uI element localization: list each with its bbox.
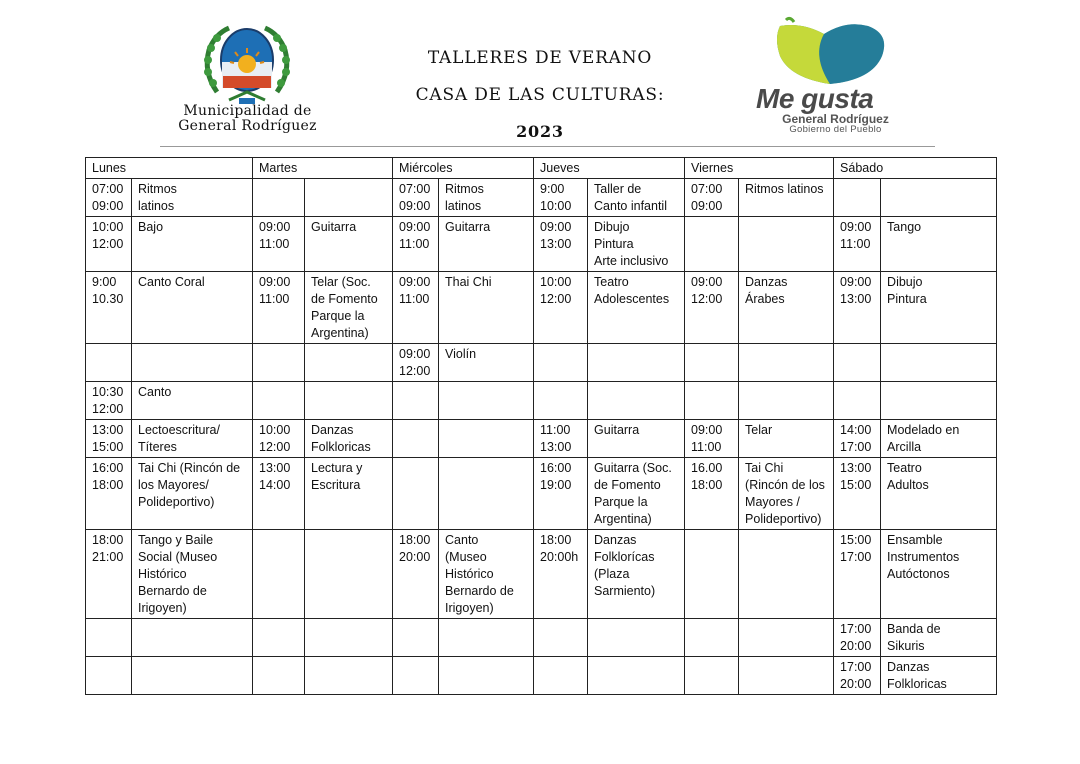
activity-cell — [739, 619, 834, 657]
time-cell — [685, 657, 739, 695]
time-cell: 10:00 12:00 — [534, 272, 588, 344]
schedule-row — [86, 272, 997, 344]
activity-cell — [881, 382, 997, 420]
schedule-row — [86, 179, 997, 217]
time-cell — [834, 179, 881, 217]
activity-cell: Telar (Soc. de Fomento Parque la Argentina) — [305, 272, 393, 344]
schedule-row — [86, 657, 997, 695]
activity-cell — [588, 382, 685, 420]
time-cell — [86, 657, 132, 695]
activity-cell — [739, 530, 834, 619]
heart-leaf-icon — [772, 16, 892, 86]
schedule-row — [86, 344, 997, 382]
time-cell — [834, 344, 881, 382]
brand-tagline: Gobierno del Pueblo — [789, 124, 882, 135]
activity-cell — [132, 344, 253, 382]
day-header-row — [86, 158, 997, 179]
activity-cell — [739, 217, 834, 272]
activity-cell — [881, 179, 997, 217]
activity-cell — [588, 619, 685, 657]
activity-cell — [439, 382, 534, 420]
schedule-header — [86, 158, 997, 179]
time-cell — [685, 217, 739, 272]
time-cell — [534, 619, 588, 657]
activity-cell: Bajo — [132, 217, 253, 272]
time-cell — [253, 344, 305, 382]
activity-cell: Lectoescritura/ Títeres — [132, 420, 253, 458]
time-cell: 13:00 14:00 — [253, 458, 305, 530]
time-cell — [834, 382, 881, 420]
time-cell: 07:00 09:00 — [393, 179, 439, 217]
time-cell: 16:00 19:00 — [534, 458, 588, 530]
activity-cell — [588, 657, 685, 695]
time-cell — [685, 382, 739, 420]
coat-of-arms-icon — [195, 20, 299, 106]
municipality-name — [160, 104, 335, 134]
time-cell: 9:00 10.30 — [86, 272, 132, 344]
time-cell: 16:00 18:00 — [86, 458, 132, 530]
day-header: Sábado — [834, 158, 997, 179]
activity-cell — [305, 657, 393, 695]
activity-cell — [588, 344, 685, 382]
activity-cell: Tai Chi (Rincón de los Mayores / Polideportivo) — [739, 458, 834, 530]
time-cell: 10:00 12:00 — [86, 217, 132, 272]
day-header: Miércoles — [393, 158, 534, 179]
activity-cell — [305, 619, 393, 657]
municipality-name-line2: General Rodríguez — [178, 118, 317, 134]
activity-cell — [439, 657, 534, 695]
time-cell: 14:00 17:00 — [834, 420, 881, 458]
activity-cell: Guitarra (Soc. de Fomento Parque la Argentina) — [588, 458, 685, 530]
schedule-body — [86, 179, 997, 695]
schedule-row — [86, 217, 997, 272]
time-cell — [253, 657, 305, 695]
time-cell — [253, 530, 305, 619]
activity-cell: Dibujo Pintura Arte inclusivo — [588, 217, 685, 272]
activity-cell — [305, 382, 393, 420]
time-cell — [86, 344, 132, 382]
day-header: Viernes — [685, 158, 834, 179]
activity-cell: Ritmos latinos — [739, 179, 834, 217]
time-cell: 09:00 13:00 — [534, 217, 588, 272]
schedule-row — [86, 530, 997, 619]
time-cell: 07:00 09:00 — [86, 179, 132, 217]
time-cell: 13:00 15:00 — [86, 420, 132, 458]
time-cell: 09:00 12:00 — [685, 272, 739, 344]
time-cell: 13:00 15:00 — [834, 458, 881, 530]
title-line2: CASA DE LAS CULTURAS: — [415, 85, 665, 105]
activity-cell — [439, 619, 534, 657]
time-cell: 09:00 11:00 — [253, 272, 305, 344]
time-cell: 17:00 20:00 — [834, 619, 881, 657]
time-cell: 07:00 09:00 — [685, 179, 739, 217]
activity-cell: Tango — [881, 217, 997, 272]
page-title — [350, 46, 730, 157]
activity-cell: Telar — [739, 420, 834, 458]
time-cell: 18:00 20:00 — [393, 530, 439, 619]
time-cell — [393, 619, 439, 657]
time-cell: 10:30 12:00 — [86, 382, 132, 420]
activity-cell — [439, 458, 534, 530]
activity-cell — [305, 530, 393, 619]
time-cell — [393, 458, 439, 530]
activity-cell — [305, 179, 393, 217]
day-header: Jueves — [534, 158, 685, 179]
activity-cell — [439, 420, 534, 458]
time-cell — [393, 420, 439, 458]
activity-cell: Canto — [132, 382, 253, 420]
time-cell: 10:00 12:00 — [253, 420, 305, 458]
activity-cell: Danzas Árabes — [739, 272, 834, 344]
time-cell — [534, 344, 588, 382]
time-cell: 09:00 11:00 — [393, 217, 439, 272]
activity-cell: Thai Chi — [439, 272, 534, 344]
time-cell — [534, 382, 588, 420]
activity-cell — [739, 382, 834, 420]
schedule-row — [86, 420, 997, 458]
time-cell: 17:00 20:00 — [834, 657, 881, 695]
day-header: Lunes — [86, 158, 253, 179]
time-cell — [393, 382, 439, 420]
time-cell — [685, 619, 739, 657]
time-cell — [86, 619, 132, 657]
title-line1: TALLERES DE VERANO — [427, 48, 653, 68]
time-cell: 09:00 11:00 — [685, 420, 739, 458]
activity-cell — [305, 344, 393, 382]
activity-cell: Canto (Museo Histórico Bernardo de Irigoyen) — [439, 530, 534, 619]
activity-cell: Guitarra — [439, 217, 534, 272]
schedule-row — [86, 619, 997, 657]
activity-cell: Danzas Folkloricas — [881, 657, 997, 695]
activity-cell: Lectura y Escritura — [305, 458, 393, 530]
activity-cell: Teatro Adolescentes — [588, 272, 685, 344]
schedule-row — [86, 458, 997, 530]
time-cell: 15:00 17:00 — [834, 530, 881, 619]
municipality-logo — [160, 20, 335, 140]
activity-cell: Teatro Adultos — [881, 458, 997, 530]
activity-cell: Danzas Folkloricas — [305, 420, 393, 458]
schedule-table — [85, 157, 997, 695]
activity-cell: Violín — [439, 344, 534, 382]
time-cell — [685, 344, 739, 382]
activity-cell — [881, 344, 997, 382]
time-cell: 09:00 11:00 — [253, 217, 305, 272]
activity-cell: Dibujo Pintura — [881, 272, 997, 344]
activity-cell — [739, 344, 834, 382]
activity-cell: Canto Coral — [132, 272, 253, 344]
schedule-row — [86, 382, 997, 420]
time-cell: 09:00 11:00 — [834, 217, 881, 272]
time-cell — [253, 179, 305, 217]
brand-slogan: Me gusta — [756, 83, 874, 114]
activity-cell: Ensamble Instrumentos Autóctonos — [881, 530, 997, 619]
time-cell: 9:00 10:00 — [534, 179, 588, 217]
time-cell: 11:00 13:00 — [534, 420, 588, 458]
time-cell — [393, 657, 439, 695]
municipality-name-line1: Municipalidad de — [183, 103, 312, 119]
time-cell — [685, 530, 739, 619]
time-cell: 18:00 20:00h — [534, 530, 588, 619]
brand-city: General Rodríguez — [782, 112, 889, 126]
activity-cell: Banda de Sikuris — [881, 619, 997, 657]
time-cell: 09:00 12:00 — [393, 344, 439, 382]
activity-cell: Modelado en Arcilla — [881, 420, 997, 458]
activity-cell: Ritmos latinos — [132, 179, 253, 217]
day-header: Martes — [253, 158, 393, 179]
activity-cell: Guitarra — [588, 420, 685, 458]
activity-cell: Tai Chi (Rincón de los Mayores/ Polideportivo) — [132, 458, 253, 530]
time-cell: 09:00 11:00 — [393, 272, 439, 344]
activity-cell: Taller de Canto infantil — [588, 179, 685, 217]
time-cell — [253, 619, 305, 657]
brand-logo — [752, 16, 922, 136]
activity-cell — [132, 619, 253, 657]
activity-cell — [132, 657, 253, 695]
activity-cell: Guitarra — [305, 217, 393, 272]
time-cell: 16.00 18:00 — [685, 458, 739, 530]
activity-cell — [739, 657, 834, 695]
activity-cell: Danzas Folklorícas (Plaza Sarmiento) — [588, 530, 685, 619]
time-cell — [253, 382, 305, 420]
activity-cell: Ritmos latinos — [439, 179, 534, 217]
activity-cell: Tango y Baile Social (Museo Histórico Bernardo de Irigoyen) — [132, 530, 253, 619]
time-cell: 09:00 13:00 — [834, 272, 881, 344]
time-cell: 18:00 21:00 — [86, 530, 132, 619]
header-divider — [160, 146, 935, 147]
time-cell — [534, 657, 588, 695]
title-year: 2023 — [516, 122, 564, 141]
